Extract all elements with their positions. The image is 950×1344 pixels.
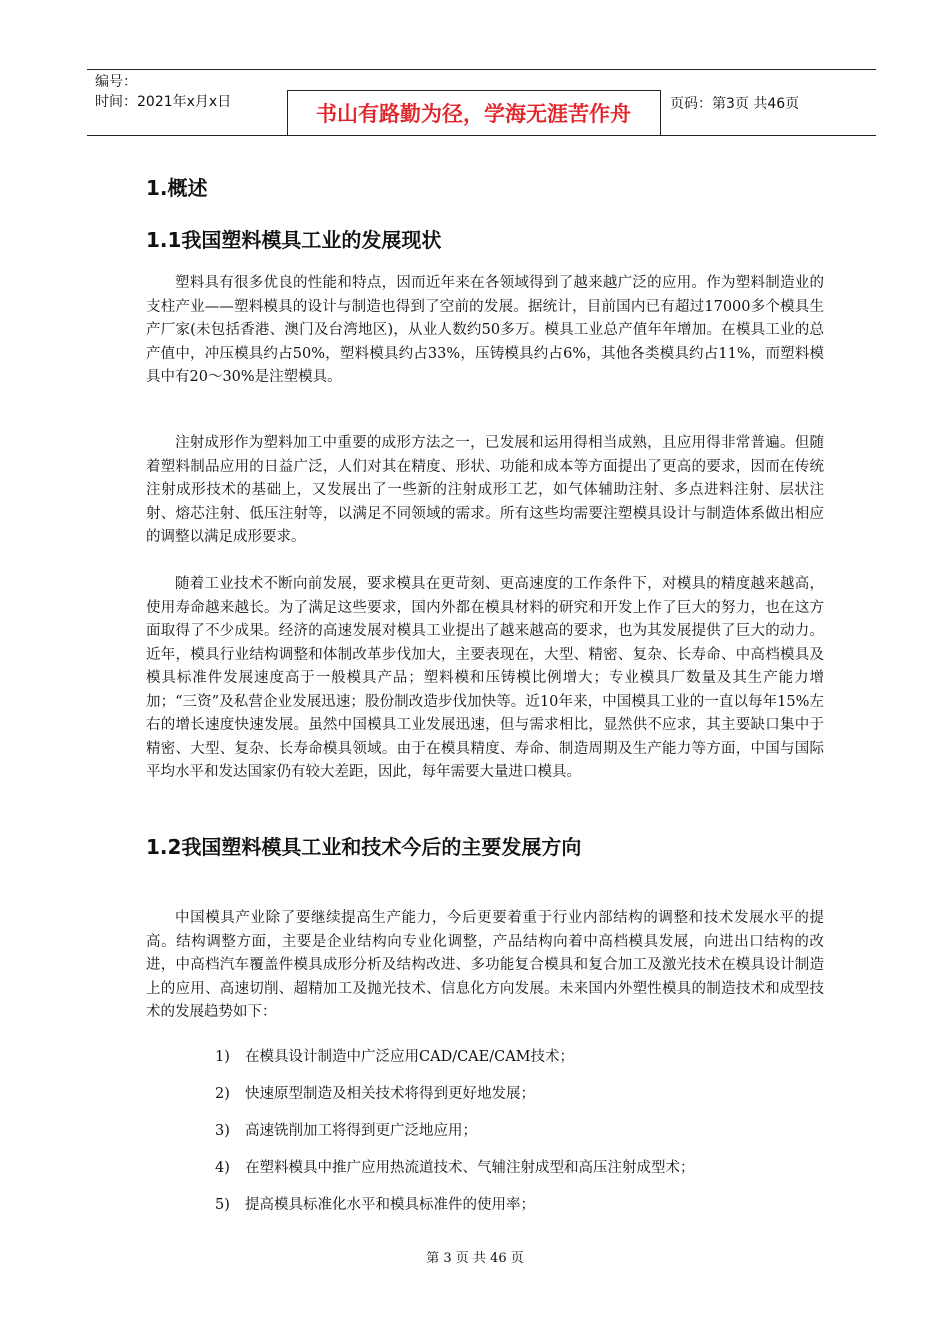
list-item: 4) 在塑料模具中推广应用热流道技术、气辅注射成型和高压注射成型术；	[215, 1160, 695, 1176]
list-item: 2) 快速原型制造及相关技术将得到更好地发展；	[215, 1086, 535, 1102]
header-motto: 书山有路勤为径，学海无涯苦作舟	[316, 102, 631, 126]
date-label: 时间：2021年x月x日	[95, 94, 232, 110]
paragraph: 随着工业技术不断向前发展，要求模具在更苛刻、更高速度的工作条件下，对模具的精度越来越高，使用寿命越来越长。为了满足这些要求，国内外都在模具材料的研究和开发上作了巨大的努力，也在这方面取得了不少成果。经济的高速发展对模具工业提出了越来越高的要求，也为其发展提供了巨大的动力。近年，模具行业结构调整和体制改革步伐加大，主要表现在，大型、精密、复杂、长寿命、中高档模具及模具标准件发展速度高于一般模具产品；塑料模和压铸模比例增大；专业模具厂数量及其生产能力增加；“三资”及私营企业发展迅速；股份制改造步伐加快等。近10年来，中国模具工业的一直以每年15%左右的增长速度快速发展。虽然中国模具工业发展迅速，但与需求相比，显然供不应求，其主要缺口集中于精密、大型、复杂、长寿命模具领域。由于在模具精度、寿命、制造周期及生产能力等方面，中国与国际平均水平和发达国家仍有较大差距，因此，每年需要大量进口模具。	[146, 576, 824, 780]
section-1-2-title: 1.2我国塑料模具工业和技术今后的主要发展方向	[146, 835, 582, 859]
trend-list	[215, 1046, 695, 1231]
header-meta	[95, 72, 231, 112]
list-item: 3) 高速铣削加工将得到更广泛地应用；	[215, 1123, 477, 1139]
paragraph: 塑料具有很多优良的性能和特点，因而近年来在各领域得到了越来越广泛的应用。作为塑料制造业的支柱产业——塑料模具的设计与制造也得到了空前的发展。据统计，目前国内已有超过17000多个模具生产厂家(未包括香港、澳门及台湾地区)，从业人数约50多万。模具工业总产值年年增加。在模具工业的总产值中，冲压模具约占50%，塑料模具约占33%，压铸模具约占6%，其他各类模具约占11%，而塑料模具中有20～30%是注塑模具。	[146, 275, 824, 385]
page-footer: 第 3 页 共 46 页	[426, 1251, 524, 1266]
section-1-1-title: 1.1我国塑料模具工业的发展现状	[146, 228, 442, 252]
header-divider-right	[660, 90, 661, 136]
list-item: 5) 提高模具标准化水平和模具标准件的使用率；	[215, 1197, 535, 1213]
page-header	[87, 69, 876, 136]
code-label: 编号：	[95, 74, 137, 90]
paragraph: 注射成形作为塑料加工中重要的成形方法之一，已发展和运用得相当成熟，且应用得非常普遍。但随着塑料制品应用的日益广泛，人们对其在精度、形状、功能和成本等方面提出了更高的要求，因而在传统注射成形技术的基础上，又发展出了一些新的注射成形工艺，如气体辅助注射、多点进料注射、层状注射、熔芯注射、低压注射等，以满足不同领域的需求。所有这些均需要注塑模具设计与制造体系做出相应的调整以满足成形要求。	[146, 435, 824, 545]
header-page-number: 页码：第3页 共46页	[670, 96, 800, 112]
list-item: 1) 在模具设计制造中广泛应用CAD/CAE/CAM技术；	[215, 1049, 575, 1065]
paragraph: 中国模具产业除了要继续提高生产能力，今后更要着重于行业内部结构的调整和技术发展水平的提高。结构调整方面，主要是企业结构向专业化调整，产品结构向着中高档模具发展，向进出口结构的改进，中高档汽车覆盖件模具成形分析及结构改进、多功能复合模具和复合加工及激光技术在模具设计制造上的应用、高速切削、超精加工及抛光技术、信息化方向发展。未来国内外塑性模具的制造技术和成型技术的发展趋势如下：	[146, 910, 824, 1020]
header-divider-top	[287, 90, 660, 91]
section-1-title: 1.概述	[146, 176, 208, 200]
